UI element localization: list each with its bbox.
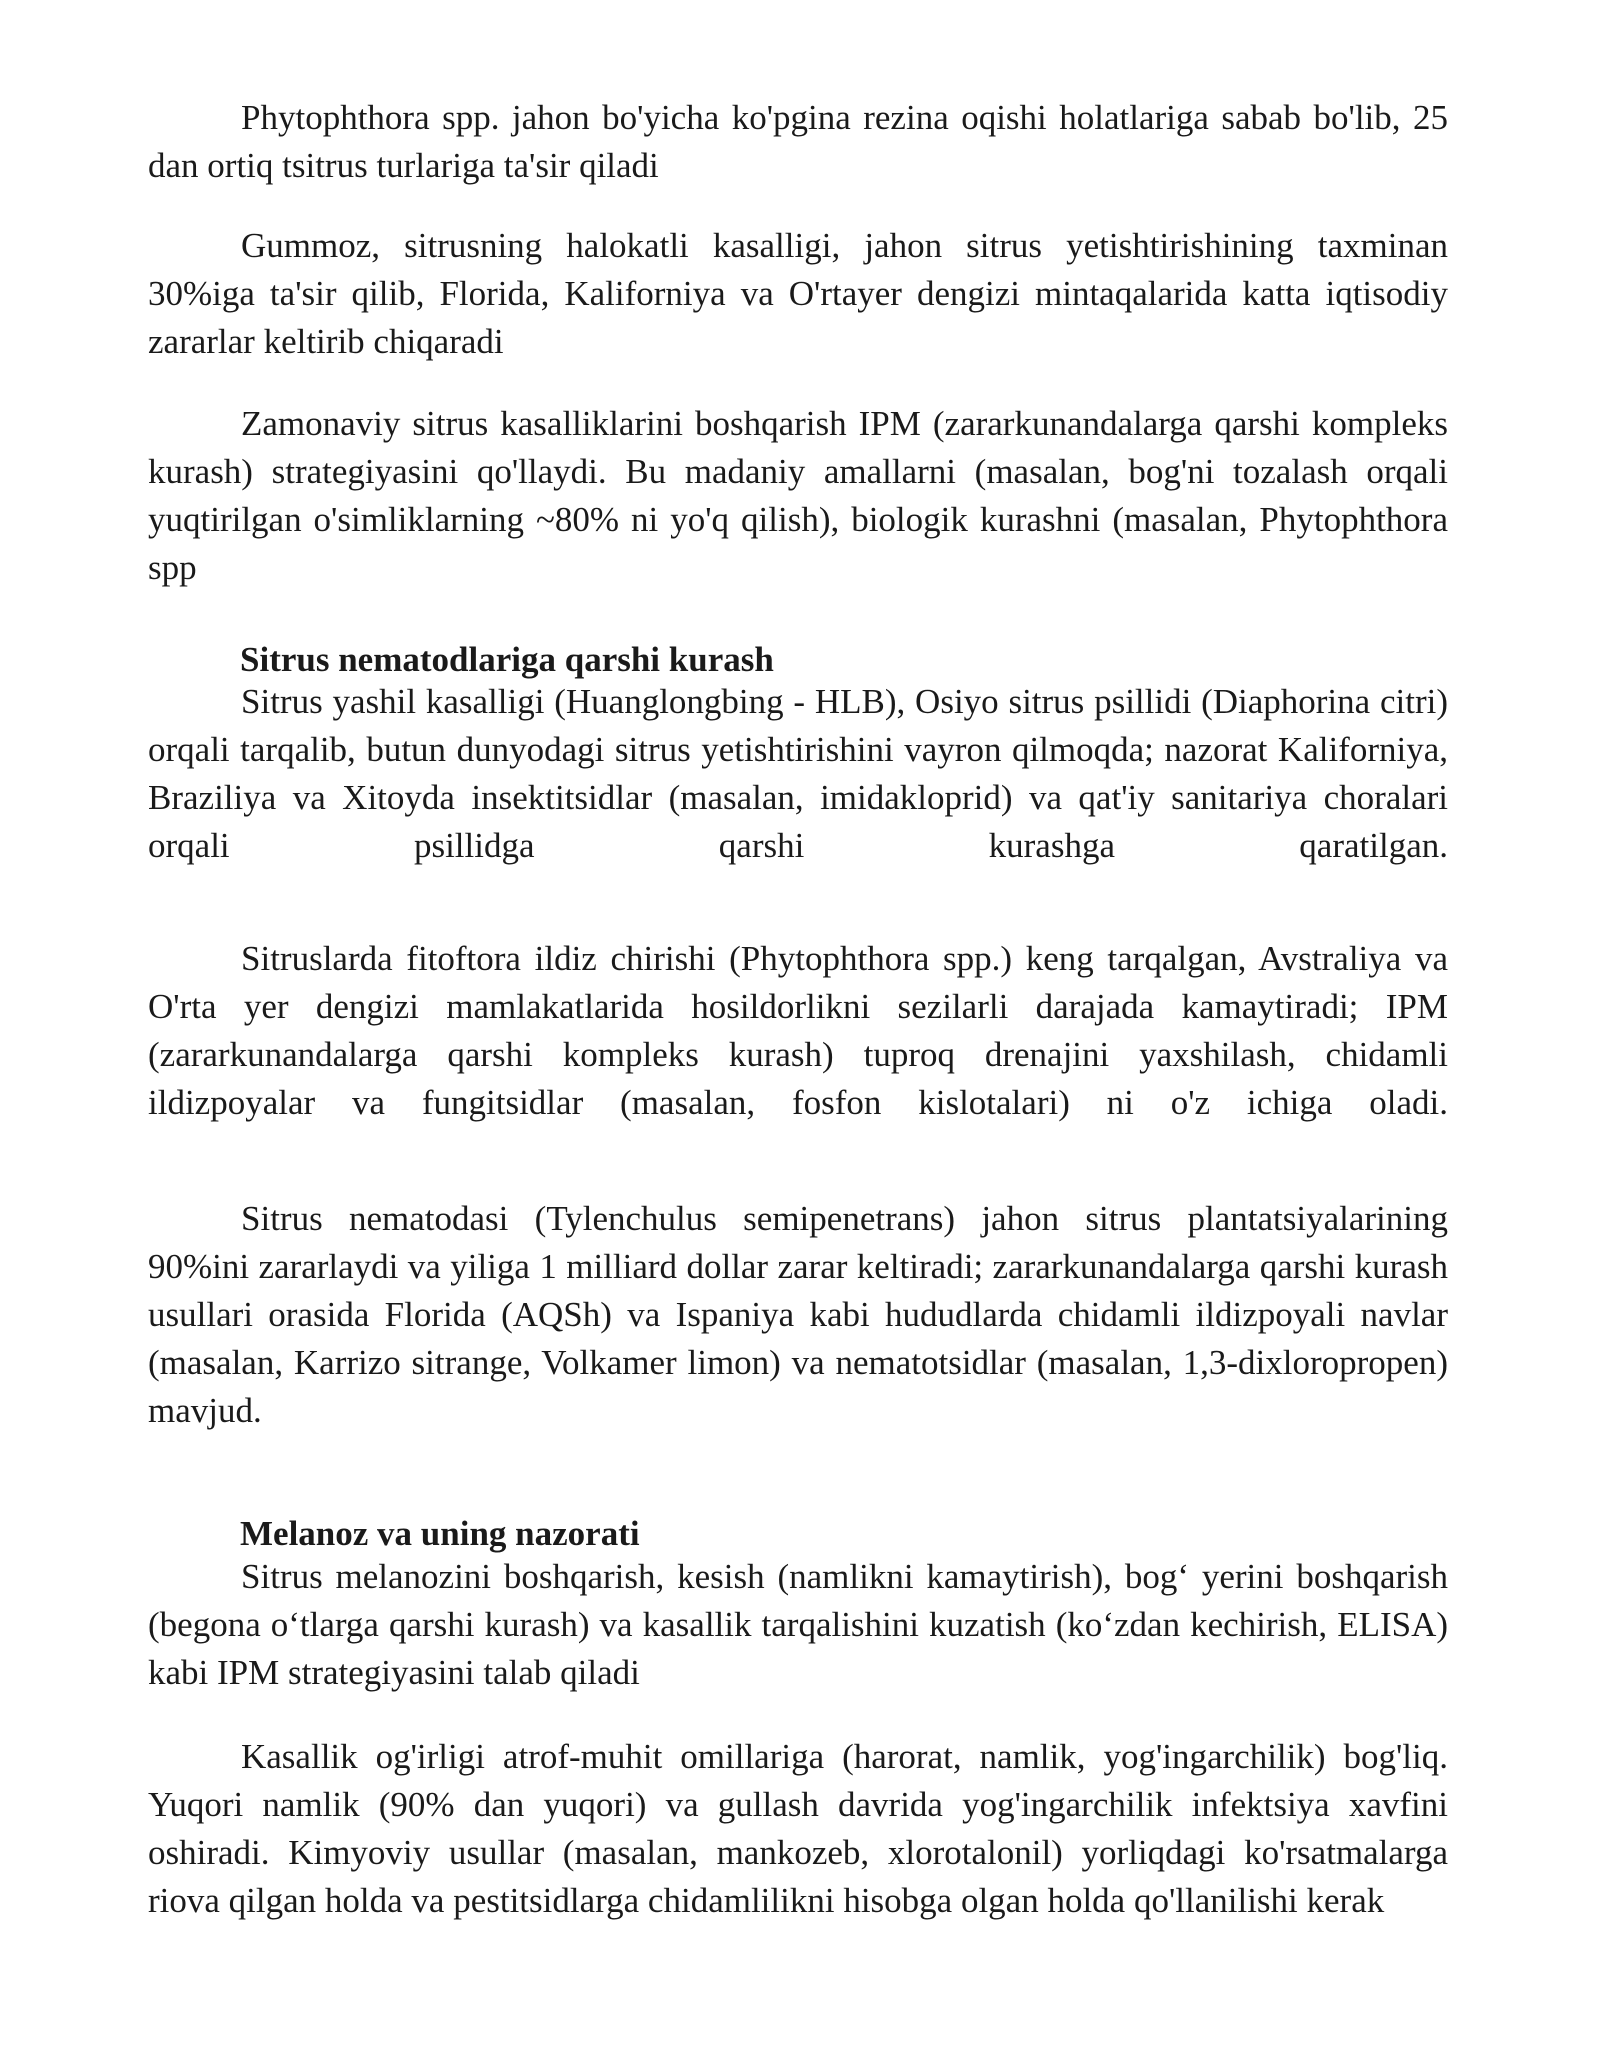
paragraph-melanose-management: Sitrus melanozini boshqarish, kesish (namlikni kamaytirish), bog‘ yerini boshqarish (begona o‘tlarga qarshi kurash) va kasallik tarqalishini kuzatish (ko‘zdan kechirish, ELISA) kabi IPM strategiyasini talab qiladi: [148, 1557, 1448, 1692]
paragraph-disease-severity: Kasallik og'irligi atrof-muhit omillariga (harorat, namlik, yog'ingarchilik) bog'liq. Yuqori namlik (90% dan yuqori) va gullash davrida yog'ingarchilik infektsiya xavfini oshiradi. Kimyoviy usullar (masalan, mankozeb, xlorotalonil) yorliqdagi ko'rsatmalarga riova qilgan holda va pestitsidlarga chidamlilikni hisobga olgan holda qo'llanilishi kerak: [148, 1737, 1448, 1920]
paragraph-phytophthora-root-rot: Sitruslarda fitoftora ildiz chirishi (Phytophthora spp.) keng tarqalgan, Avstraliya va O'rta yer dengizi mamlakatlarida hosildorlikni sezilarli darajada kamaytiradi; IPM (zararkunandalarga qarshi kompleks kurash) tuproq drenajini yaxshilash, chidamli ildizpoyalar va fungitsidlar (masalan, fosfon kislotalari) ni o'z ichiga oladi.: [148, 939, 1448, 1122]
heading-melanose-control: Melanoz va uning nazorati: [240, 1514, 640, 1553]
paragraph-gummoz: Gummoz, sitrusning halokatli kasalligi, jahon sitrus yetishtirishining taxminan 30%iga ta'sir qilib, Florida, Kaliforniya va O'rtayer dengizi mintaqalarida katta iqtisodiy zararlar keltirib chiqaradi: [148, 226, 1448, 361]
paragraph-hlb: Sitrus yashil kasalligi (Huanglongbing - HLB), Osiyo sitrus psillidi (Diaphorina citri) orqali tarqalib, butun dunyodagi sitrus yetishtirishini vayron qilmoqda; nazorat Kaliforniya, Braziliya va Xitoyda insektitsidlar (masalan, imidakloprid) va qat'iy sanitariya choralari orqali psillidga qarshi kurashga qaratilgan.: [148, 682, 1448, 865]
heading-nematode-control: Sitrus nematodlariga qarshi kurash: [240, 640, 774, 679]
paragraph-modern-ipm: Zamonaviy sitrus kasalliklarini boshqarish IPM (zararkunandalarga qarshi kompleks kurash) strategiyasini qo'llaydi. Bu madaniy amallarni (masalan, bog'ni tozalash orqali yuqtirilgan o'simliklarning ~80% ni yo'q qilish), biologik kurashni (masalan, Phytophthora spp: [148, 404, 1448, 587]
paragraph-phytophthora-intro: Phytophthora spp. jahon bo'yicha ko'pgina rezina oqishi holatlariga sabab bo'lib, 25 dan ortiq tsitrus turlariga ta'sir qiladi: [148, 98, 1448, 185]
paragraph-citrus-nematode: Sitrus nematodasi (Tylenchulus semipenetrans) jahon sitrus plantatsiyalarining 90%ini zararlaydi va yiliga 1 milliard dollar zarar keltiradi; zararkunandalarga qarshi kurash usullari orasida Florida (AQSh) va Ispaniya kabi hududlarda chidamli ildizpoyali navlar (masalan, Karrizo sitrange, Volkamer limon) va nematotsidlar (masalan, 1,3-dixloropropen) mavjud.: [148, 1199, 1448, 1430]
